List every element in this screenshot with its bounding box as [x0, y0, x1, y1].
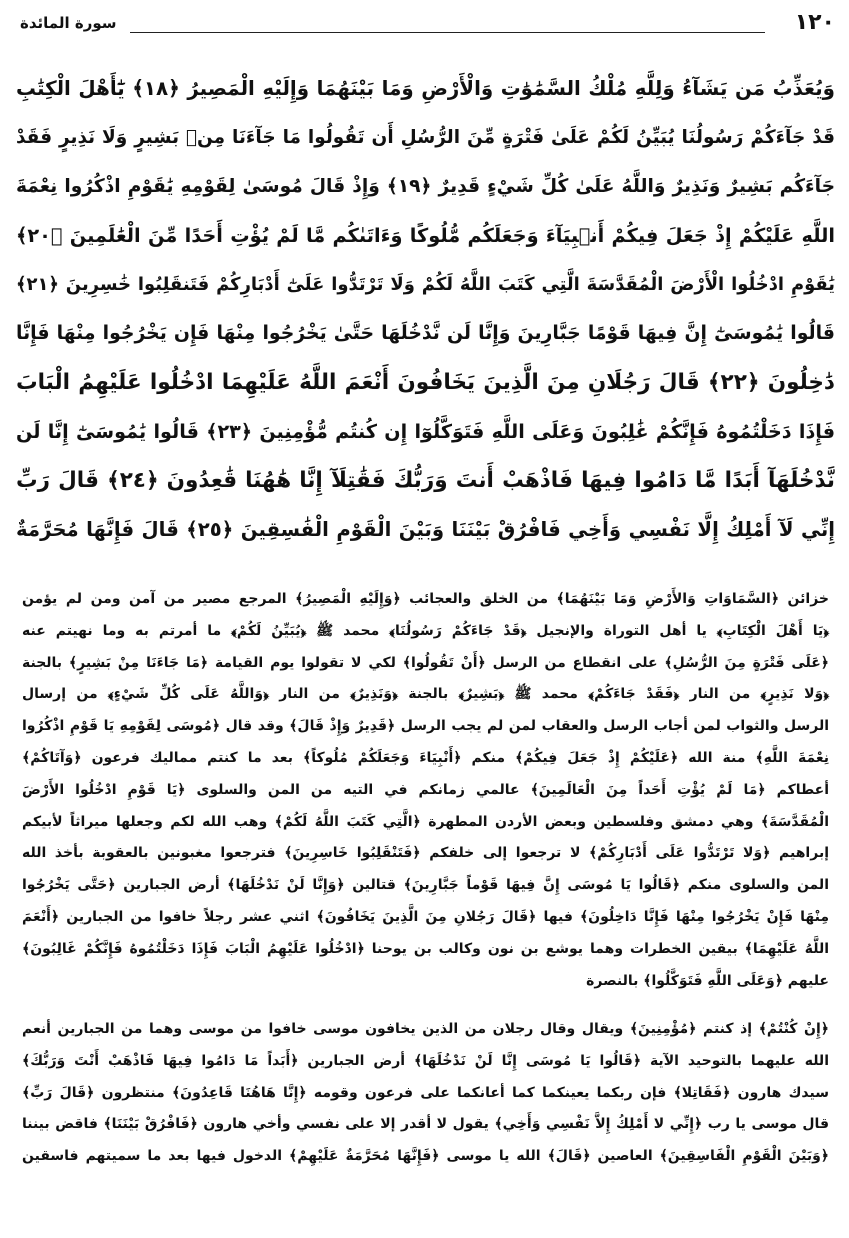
tafsir-line: قال موسى يا رب ﴿إِنِّي لا أَمْلِكُ إِلاَّ نَفْسِي وَأَخِي﴾ يقول لا أقدر إلا على نفسي وأخي هارون ﴿فَافْرُقْ بَيْنَنَا﴾ فاقض بيننا	[22, 1116, 829, 1133]
tafsir-line: إبراهيم ﴿وَلا تَرْتَدُّوا عَلَى أَدْبَارِكُمْ﴾ لا ترجعوا إلى خلفكم ﴿فَتَنْقَلِبُوا خَاسِرِينَ﴾ فترجعوا مغبونين بالعقوبة بأخذ الله	[22, 845, 829, 862]
surah-name: سورة المائدة	[20, 14, 117, 32]
tafsir-line: اللَّهُ عَلَيْهِمَا﴾ بيقين الخطرات وهما يوشع بن نون وكالب بن يوحنا ﴿ادْخُلُوا عَلَيْهِمُ الْبَابَ فَإِذَا دَخَلْتُمُوهُ فَإِنَّكُمْ غَالِبُونَ﴾	[22, 940, 829, 957]
tafsir-line: الله عليهما بالتوحيد الآية ﴿قَالُوا يَا مُوسَى إِنَّا لَنْ نَدْخُلَهَا﴾ أرض الجبارين ﴿أَبَداً مَا دَامُوا فِيهَا فَاذْهَبْ أَنْتَ وَرَبُّكَ﴾	[22, 1052, 829, 1069]
quran-line: جَآءَكُم بَشِيرٌ وَنَذِيرٌ وَاللَّهُ عَلَىٰ كُلِّ شَيْءٍ قَدِيرٌ ﴿١٩﴾ وَإِذْ قَالَ مُوسَىٰ لِقَوْمِهِ يَٰقَوْمِ اذْكُرُوا نِعْمَةَ	[16, 176, 835, 197]
quran-line: اللَّهِ عَلَيْكُمْ إِذْ جَعَلَ فِيكُمْ أَنۢبِيَآءَ وَجَعَلَكُم مُّلُوكًا وَءَاتَىٰكُم مَّا لَمْ يُؤْتِ أَحَدًا مِّنَ الْعَٰلَمِينَ ﴿٢٠﴾	[16, 224, 835, 247]
header-rule	[130, 32, 765, 33]
quran-text-block	[16, 64, 835, 554]
tafsir-line: نِعْمَةَ اللَّهِ﴾ منة الله ﴿عَلَيْكُمْ إِذْ جَعَلَ فِيكُمْ﴾ منكم ﴿أَنْبِيَاءَ وَجَعَلَكُمْ مُلُوكاً﴾ بعد ما كنتم مماليك فرعون ﴿وَآتَاكُمْ﴾	[22, 749, 829, 766]
quran-line: قَدْ جَآءَكُمْ رَسُولُنَا يُبَيِّنُ لَكُمْ عَلَىٰ فَتْرَةٍ مِّنَ الرُّسُلِ أَن تَقُولُوا مَا جَآءَنَا مِنۢ بَشِيرٍ وَلَا نَذِيرٍ فَقَدْ	[16, 127, 835, 148]
tafsir-line: المن والسلوى منكم ﴿قَالُوا يَا مُوسَى إِنَّ فِيهَا قَوْماً جَبَّارِينَ﴾ قتالين ﴿وَإِنَّا لَنْ نَدْخُلَهَا﴾ أرض الجبارين ﴿حَتَّى يَخْرُجُوا	[22, 877, 829, 894]
tafsir-line: ﴿وَبَيْنَ الْقَوْمِ الْفَاسِقِينَ﴾ العاصين ﴿قَالَ﴾ الله يا موسى ﴿فَإِنَّهَا مُحَرَّمَةٌ عَلَيْهِمْ﴾ الدخول فيها بعد ما سميتهم فاسقين	[22, 1148, 829, 1165]
quran-line: دَٰخِلُونَ ﴿٢٢﴾ قَالَ رَجُلَانِ مِنَ الَّذِينَ يَخَافُونَ أَنْعَمَ اللَّهُ عَلَيْهِمَا ادْخُلُوا عَلَيْهِمُ الْبَابَ	[16, 370, 835, 395]
quran-line: يَٰقَوْمِ ادْخُلُوا الْأَرْضَ الْمُقَدَّسَةَ الَّتِي كَتَبَ اللَّهُ لَكُمْ وَلَا تَرْتَدُّوا عَلَىٰٓ أَدْبَارِكُمْ فَتَنقَلِبُوا خَٰسِرِينَ ﴿٢١﴾	[16, 274, 835, 295]
quran-line: فَإِذَا دَخَلْتُمُوهُ فَإِنَّكُمْ غَٰلِبُونَ وَعَلَى اللَّهِ فَتَوَكَّلُوٓا إِن كُنتُم مُّؤْمِنِينَ ﴿٢٣﴾ قَالُوا يَٰمُوسَىٰٓ إِنَّا لَن	[16, 420, 835, 443]
tafsir-line: سيدك هارون ﴿فَقَاتِلا﴾ فإن ربكما يعينكما كما أعانكما على فرعون وقومه ﴿إِنَّا هَاهُنَا قَاعِدُونَ﴾ منتظرون ﴿قَالَ رَبِّ﴾	[22, 1084, 829, 1101]
tafsir-line: ﴿عَلَى فَتْرَةٍ مِنَ الرُّسُلِ﴾ على انقطاع من الرسل ﴿أَنْ تَقُولُوا﴾ لكي لا تقولوا يوم القيامة ﴿مَا جَاءَنَا مِنْ بَشِيرٍ﴾ بالجنة	[22, 654, 829, 671]
quran-line: وَيُعَذِّبُ مَن يَشَآءُ وَلِلَّهِ مُلْكُ السَّمَٰوَٰتِ وَالْأَرْضِ وَمَا بَيْنَهُمَا وَإِلَيْهِ الْمَصِيرُ ﴿١٨﴾ يَٰٓأَهْلَ الْكِتَٰبِ	[16, 77, 835, 100]
tafsir-line: ﴿إِنْ كُنْتُمْ﴾ إذ كنتم ﴿مُؤْمِنِينَ﴾ ويقال وقال رجلان من الذين يخافون موسى خافوا من موسى وهما من الجبارين أنعم	[22, 1021, 829, 1037]
tafsir-line: مِنْهَا فَإِنْ يَخْرُجُوا مِنْهَا فَإِنَّا دَاخِلُونَ﴾ فيها ﴿قَالَ رَجُلانِ مِنَ الَّذِينَ يَخَافُونَ﴾ اثني عشر رجلاً خافوا من الجبارين ﴿أَنْعَمَ	[22, 908, 829, 925]
quran-line: إِنِّي لَآ أَمْلِكُ إِلَّا نَفْسِي وَأَخِي فَافْرُقْ بَيْنَنَا وَبَيْنَ الْقَوْمِ الْفَٰسِقِينَ ﴿٢٥﴾ قَالَ فَإِنَّهَا مُحَرَّمَةٌ	[16, 518, 835, 541]
quran-line: قَالُوا يَٰمُوسَىٰٓ إِنَّ فِيهَا قَوْمًا جَبَّارِينَ وَإِنَّا لَن نَّدْخُلَهَا حَتَّىٰ يَخْرُجُوا مِنْهَا فَإِن يَخْرُجُوا مِنْهَا فَإِنَّا	[16, 323, 835, 344]
tafsir-paragraph-2	[22, 1014, 829, 1173]
tafsir-line: عليهم ﴿وَعَلَى اللَّهِ فَتَوَكَّلُوا﴾ بالنصرة	[586, 972, 829, 989]
tafsir-line: ﴿وَلا نَذِيرٍ﴾ من النار ﴿فَقَدْ جَاءَكُمْ﴾ محمد ﷺ ﴿بَشِيرٌ﴾ بالجنة ﴿وَنَذِيرٌ﴾ من النار ﴿وَاللَّهُ عَلَى كُلِّ شَيْءٍ﴾ من إرسال	[22, 686, 829, 703]
tafsir-line: ﴿يَا أَهْلَ الْكِتَابِ﴾ يا أهل التوراة والإنجيل ﴿قَدْ جَاءَكُمْ رَسُولُنَا﴾ محمد ﷺ ﴿يُبَيِّنُ لَكُمْ﴾ ما أمرتم به وما نهيتم عنه	[22, 622, 829, 639]
tafsir-line: أعطاكم ﴿مَا لَمْ يُؤْتِ أَحَداً مِنَ الْعَالَمِينَ﴾ عالمي زمانكم في التيه من المن والسلوى ﴿يَا قَوْمِ ادْخُلُوا الأَرْضَ	[22, 781, 829, 798]
tafsir-line: الْمُقَدَّسَةَ﴾ وهي دمشق وفلسطين وبعض الأردن المطهرة ﴿الَّتِي كَتَبَ اللَّهُ لَكُمْ﴾ وهب الله لكم وجعلها ميراثاً لأبيكم	[22, 813, 829, 830]
tafsir-line: خزائن ﴿السَّمَاوَاتِ وَالأَرْضِ وَمَا بَيْنَهُمَا﴾ من الخلق والعجائب ﴿وَإِلَيْهِ الْمَصِيرُ﴾ المرجع مصير من آمن ومن لم يؤمن	[22, 591, 829, 607]
quran-line: نَّدْخُلَهَآ أَبَدًا مَّا دَامُوا فِيهَا فَاذْهَبْ أَنتَ وَرَبُّكَ فَقَٰتِلَآ إِنَّا هَٰهُنَا قَٰعِدُونَ ﴿٢٤﴾ قَالَ رَبِّ	[16, 468, 835, 493]
tafsir-paragraph-1	[22, 584, 829, 997]
tafsir-line: الرسل والثواب لمن أجاب الرسل والعقاب لمن لم يجب الرسل ﴿قَدِيرٌ وَإِذْ قَالَ﴾ وقد قال ﴿مُوسَى لِقَوْمِهِ يَا قَوْمِ اذْكُرُوا	[22, 718, 829, 735]
page-header	[20, 10, 835, 40]
page-number: ١٢٠	[794, 10, 835, 35]
